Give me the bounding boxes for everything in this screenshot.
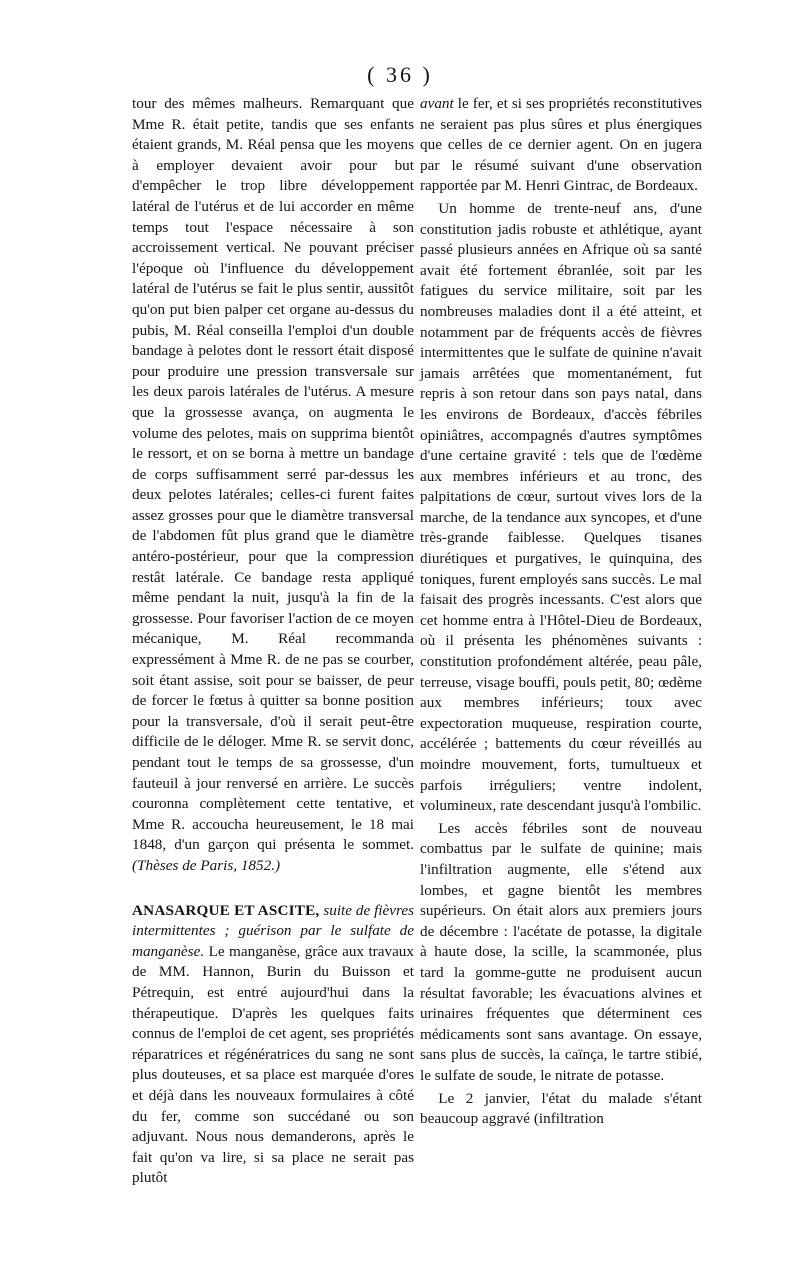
paragraph: Le 2 janvier, l'état du malade s'étant beaucoup aggravé (infiltration — [420, 1089, 702, 1128]
lead-word: avant — [420, 95, 454, 112]
paragraph: Les accès fébriles sont de nouveau combattus par le sulfate de quinine; mais l'infiltration augmente, elle s'étend aux lombes, et gagne bientôt les membres supérieurs. On était alors aux premiers jours de décembre : l'acétate de potasse, la digitale à haute dose, la scille, la scammonée, plus tard la gomme-gutte ne produisent aucun résultat favorable; les évacuations alvines et urinaires fréquentes que déterminent ces médicaments sont sans avantage. On essaye, sans plus de succès, la caïnça, le tartre stibié, le sulfate de soude, le nitrate de potasse. — [420, 819, 702, 1084]
left-column — [132, 94, 414, 1189]
paragraph: Un homme de trente-neuf ans, d'une constitution jadis robuste et athlétique, ayant passé plusieurs années en Afrique où sa santé avait été fortement ébranlée, soit par les fatigues du service militaire, soit par les nombreuses maladies dont il a été atteint, et notamment par de fréquents accès de fièvres intermittentes que le sulfate de quinine n'avait jamais arrêtées que momentanément, fut repris à son retour dans son pays natal, dans les environs de Bordeaux, d'accès fébriles opiniâtres, accompagnés d'autres symptômes d'une certaine gravité : tels que de l'œdème aux membres inférieurs et au tronc, des palpitations de cœur, surtout vives lors de la marche, de la tendance aux syncopes, et d'une très-grande faiblesse. Quelques tisanes diurétiques et purgatives, le quinquina, des toniques, furent employés sans succès. Le mal faisait des progrès incessants. C'est alors que cet homme entra à l'Hôtel-Dieu de Bordeaux, où il présenta les phénomènes suivants : constitution profondément altérée, peau pâle, terreuse, visage bouffi, pouls petit, 80; œdème aux membres inférieurs; toux avec expectoration muqueuse, respiration courte, accélérée ; battements du cœur réveillés au moindre mouvement, forts, tumultueux et parfois irréguliers; ventre indolent, volumineux, rate descendant jusqu'à l'ombilic. — [420, 199, 702, 815]
paragraph-text: le fer, et si ses propriétés reconstitutives ne seraient pas plus sûres et plus énergiques que celles de ce dernier agent. On en jugera par le résumé suivant d'une observation rapportée par M. Henri Gintrac, de Bordeaux. — [420, 95, 702, 195]
paragraph — [420, 94, 702, 197]
article-heading: ANASARQUE ET ASCITE, — [132, 901, 320, 919]
paragraph — [132, 94, 414, 877]
article-subtitle: suite de fièvres intermittentes ; guérison par le sulfate de manganèse. — [132, 901, 414, 960]
article-text: Le manganèse, grâce aux travaux de MM. Hannon, Burin du Buisson et Pétrequin, est entré aujourd'hui dans la thérapeutique. D'après les quelques faits connus de l'emploi de cet agent, ses propriétés réparatrices et régénératrices du sang ne sont plus douteuses, et sa place est marquée d'ores et déjà dans les nouveaux formulaires à côté du fer, comme son succédané ou son adjuvant. Nous nous demanderons, après le fait qu'on va lire, si sa place ne serait pas plutôt — [132, 942, 414, 1187]
article — [132, 901, 414, 1189]
right-column — [420, 94, 702, 1130]
source-citation: (Thèses de Paris, 1852.) — [132, 856, 281, 874]
page-number: ( 36 ) — [367, 62, 433, 87]
paragraph-text: tour des mêmes malheurs. Remarquant que Mme R. était petite, tandis que ses enfants étaient grands, M. Réal pensa que les moyens à employer devaient avoir pour but d'empêcher le trop libre développement latéral de l'utérus et de lui accorder en même temps tout l'espace nécessaire à son accroissement vertical. Ne pouvant préciser l'époque où l'influence du développement latéral de l'utérus se fait le plus sentir, aussitôt qu'on put bien palper cet organe au-dessus du pubis, M. Réal conseilla l'emploi d'un double bandage à pelotes dont le ressort était disposé pour produire une pression transversale sur les deux parois latérales de l'utérus. A mesure que la grossesse avança, on augmenta le volume des pelotes, mais on supprima bientôt le ressort, et on se borna à mettre un bandage de corps suffisamment serré par-dessus les deux pelotes latérales; celles-ci furent faites assez grosses pour que le diamètre transversal de l'abdomen fût plus grand que le diamètre antéro-postérieur, pour que la compression restât latérale. Ce bandage resta appliqué même pendant la nuit, jusqu'à la fin de la grossesse. Pour favoriser l'action de ce moyen mécanique, M. Réal recommanda expressément à Mme R. de ne pas se courber, soit étant assise, soit pour se baisser, de peur de forcer le fœtus à quitter sa bonne position pour la transversale, d'où il serait peut-être difficile de le déloger. Mme R. se servit donc, pendant tout le temps de sa grossesse, d'un fauteuil à jour renversé en arrière. Le succès couronna complètement cette tentative, et Mme R. accoucha heureusement, le 18 mai 1848, d'un garçon qui présenta le sommet. — [132, 95, 414, 854]
section-spacer — [132, 877, 414, 901]
